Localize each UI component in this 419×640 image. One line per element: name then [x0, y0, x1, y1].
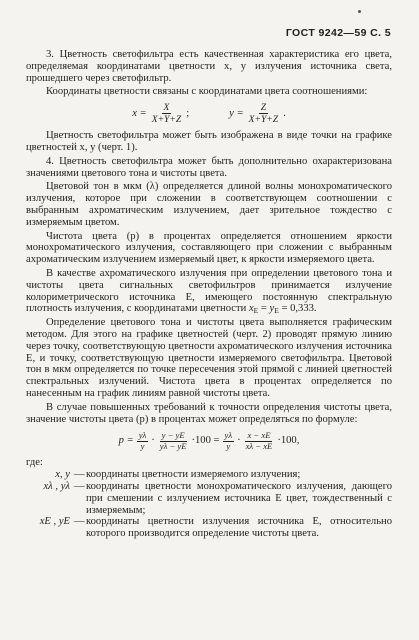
paragraph-plot: Цветность светофильтра может быть изображена в виде точки на графике цветностей x, y (черт. 1). — [26, 130, 392, 153]
formula-end: . — [283, 107, 286, 119]
fraction-b — [158, 431, 189, 451]
fraction-x-den: X+Y+Z — [151, 114, 182, 126]
definitions-list — [26, 469, 392, 540]
purity-lhs: p = — [118, 435, 134, 447]
definition-symbol: xλ , yλ — [43, 480, 70, 492]
paragraph-3: 3. Цветность светофильтра есть качественная характеристика его цвета, определяемая координатами цветности x, y излучения источника света, прошедшего через светофильтр. — [26, 49, 392, 84]
paragraph-purity: Чистота цвета (p) в процентах определяется отношением яркости монохроматического излучения, составляющего при сложении с выбранным ахроматическим излучением измеряемый цвет, к яркости измеряемого цвета. — [26, 230, 392, 266]
fraction-y — [247, 102, 280, 125]
purity-mult: ·100 = — [191, 435, 220, 447]
scan-speck — [358, 10, 361, 13]
fraction-c-num: yλ — [224, 430, 233, 441]
formula-x-lhs: x = — [132, 107, 147, 119]
definition-text: координаты цветности монохроматического излучения, дающего при смешении с излучением источника E цвет, тождественный с измеряемым; — [86, 480, 392, 516]
where-label: где: — [26, 457, 43, 469]
fraction-y-num: Z — [260, 102, 267, 114]
purity-end: ·100, — [277, 435, 300, 447]
achromatic-text: В качестве ахроматического излучения при определении цветового тона и чистоты цвета сигнальных светофильтров принимается излучение колориметрического источника E, имеющего постоянную спектральную плотность излучения, с координатами цветности — [26, 267, 392, 315]
page-header: ГОСТ 9242—59 С. 5 — [285, 27, 391, 39]
formula-chromaticity — [26, 102, 392, 125]
fraction-x — [150, 102, 183, 125]
definition-symbol: x, y — [55, 469, 70, 481]
ye-symbol: y — [269, 303, 275, 315]
paragraph-coords: Координаты цветности связаны с координатами цвета соотношениями: — [46, 86, 368, 98]
definition-item: xλ , yλ — координаты цветности монохроматического излучения, дающего при смешении с излучением источника E цвет, тождественный с измеряемым; — [26, 481, 392, 516]
formula-purity: p = $\frac{y\lambda}{y}$ · $\frac{y - yE}{y\lambda - yE}$ ·100 = $\frac{y\lambda}{y}$ · $\frac{x - xE}{x\lambda - xE}$ ·100, — [118, 430, 300, 451]
fraction-c-den: y — [226, 440, 231, 451]
fraction-a — [137, 431, 149, 451]
paragraph-graphic-method: Определение цветового тона и чистоты цвета выполняется графическим методом. Для этого на графике цветностей (черт. 2) проводят прямую линию через точку, соответствующую цветности ахроматического излучения источника E, и точку, соответствующую цветности измеряемого светофильтра. Цветовой тон в мкм определяется по точке пересечения этой прямой с линией цветностей спектральных излучений. Чистота цвета в процентах определяется по нанесенным на график линиям равной чистоты цвета. — [26, 317, 392, 399]
xe-sub: E — [253, 306, 259, 316]
fraction-y-den: X+Y+Z — [248, 114, 279, 126]
fraction-b-den: yλ − yE — [159, 440, 187, 451]
formula-x — [132, 102, 189, 125]
paragraph-achromatic — [26, 268, 392, 315]
eq-value: = 0,333. — [278, 303, 317, 315]
fraction-a-den: y — [140, 440, 145, 451]
page-content — [26, 49, 392, 540]
paragraph-hue: Цветовой тон в мкм (λ) определяется длиной волны монохроматического излучения, которое при сложении в соответствующем соотношении с выбранным ахроматическим излучением, дает зрительное тождество с измеряемым цветом. — [26, 181, 392, 228]
paragraph-precision: В случае повышенных требований к точности определения чистоты цвета, значение чистоты цвета (p) в процентах может определяться по формуле: — [26, 401, 392, 425]
definition-item: x, y — координаты цветности измеряемого излучения; — [26, 469, 392, 481]
fraction-d-num: x − xE — [247, 430, 271, 441]
ye-sub: E — [274, 306, 279, 316]
fraction-b-num: y − yE — [161, 430, 185, 441]
definition-item: xE , yE — координаты цветности излучения источника E, относительно которого производится определение чистоты цвета. — [26, 516, 392, 540]
definition-text: координаты цветности излучения источника E, относительно которого производится определение чистоты цвета. — [86, 516, 392, 540]
definition-symbol: xE , yE — [39, 516, 70, 528]
xe-symbol: x — [248, 303, 254, 315]
formula-y — [229, 102, 286, 125]
formula-sep: ; — [186, 107, 190, 119]
eq-sign: = — [258, 303, 270, 315]
fraction-d — [244, 431, 275, 451]
fraction-d-den: xλ − xE — [245, 440, 273, 451]
paragraph-4: 4. Цветность светофильтра может быть дополнительно охарактеризована значениями цветового тона и чистоты цвета. — [26, 155, 392, 179]
formula-y-lhs: y = — [229, 107, 244, 119]
fraction-c — [223, 431, 235, 451]
fraction-x-num: X — [163, 102, 170, 114]
fraction-a-num: yλ — [138, 430, 147, 441]
definition-text: координаты цветности измеряемого излучения; — [86, 469, 301, 481]
